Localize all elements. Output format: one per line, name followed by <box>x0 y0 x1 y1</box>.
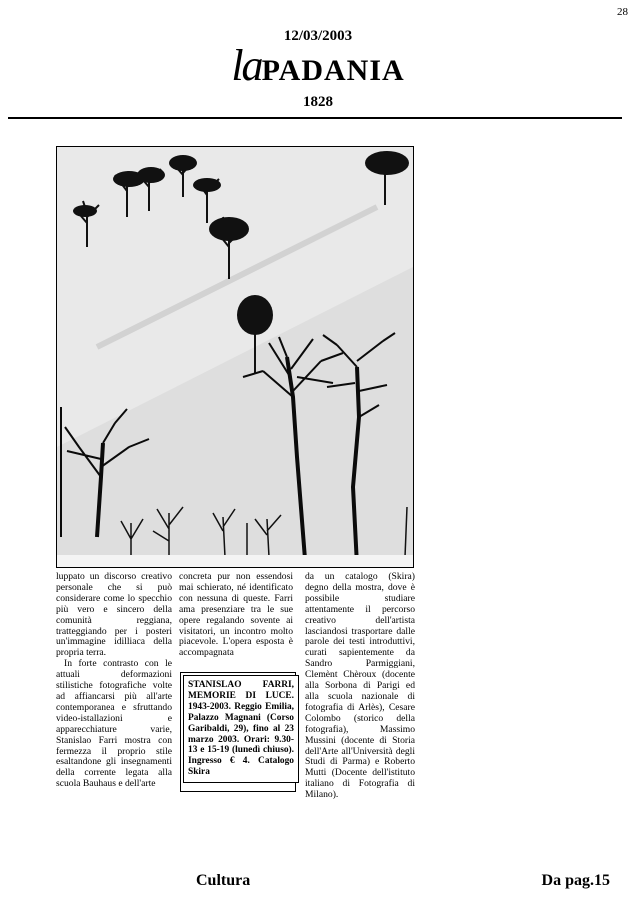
exhibition-info-box: STANISLAO FARRI, MEMORIE DI LUCE. 1943-2003. Reggio Emilia, Palazzo Magnani (Corso Garibaldi, 29), fino al 23 marzo 2003. Orari: 9.30-13 e 15-19 (lunedì chiuso). Ingresso € 4. Catalogo Skira <box>183 675 299 783</box>
continued-from-label: Da pag.15 <box>541 872 610 889</box>
column-1-paragraph-1: luppato un discorso creativo personale che si può considerare come lo specchio più vero e sincero della comunità reggiana, tratteggiando per i posteri un'immagine idilliaca della propria terra. <box>56 571 172 659</box>
header-rule <box>8 117 622 119</box>
masthead-la: la <box>231 41 262 90</box>
column-1-paragraph-2: In forte contrasto con le attuali deformazioni stilistiche fotografiche volte ad affiancarsi più all'arte contemporanea e sfruttando video-istallazioni e apparecchiature varie, Stanislao Farri mostra con fermezza il proprio stile esaltandone gli insegnamenti della corrente legata alla scuola Bauhaus e dell'arte <box>56 658 172 790</box>
newspaper-masthead <box>0 41 636 90</box>
article-column-2 <box>179 572 293 659</box>
article-column-3 <box>305 572 415 801</box>
column-2-paragraph: concreta pur non essendosi mai schierato, né identificato con nessuna di queste. Farri ama presenziare tra le sue opere regalando sovente ai visitatori, un incontro molto piacevole. L'opera esposta è accompagnata <box>179 571 293 659</box>
publication-code: 1828 <box>303 94 333 110</box>
column-3-paragraph: da un catalogo (Skira) degno della mostra, dove è possibile studiare attentamente il percorso creativo dell'artista lasciandosi trasportare dalle parole dei testi introduttivi, curati sapientemente da Sandro Parmiggiani, Clemènt Chèroux (docente alla Sorbona di Parigi ed alla scuola nazionale di fotografia di Arlès), Cesare Colombo (storico della fotografia), Massimo Mussini (docente di Storia dell'Arte all'Università degli Studi di Parma) e Roberto Mutti (Docente dell'istituto italiano di Fotografia di Milano). <box>305 571 415 801</box>
page-number: 28 <box>617 6 628 18</box>
issue-date: 12/03/2003 <box>283 28 353 44</box>
article-photo <box>56 146 414 568</box>
masthead-padania: PADANIA <box>261 54 405 87</box>
section-label: Cultura <box>196 872 251 889</box>
article-column-1 <box>56 572 172 790</box>
trees-in-snow-photo <box>57 147 413 567</box>
